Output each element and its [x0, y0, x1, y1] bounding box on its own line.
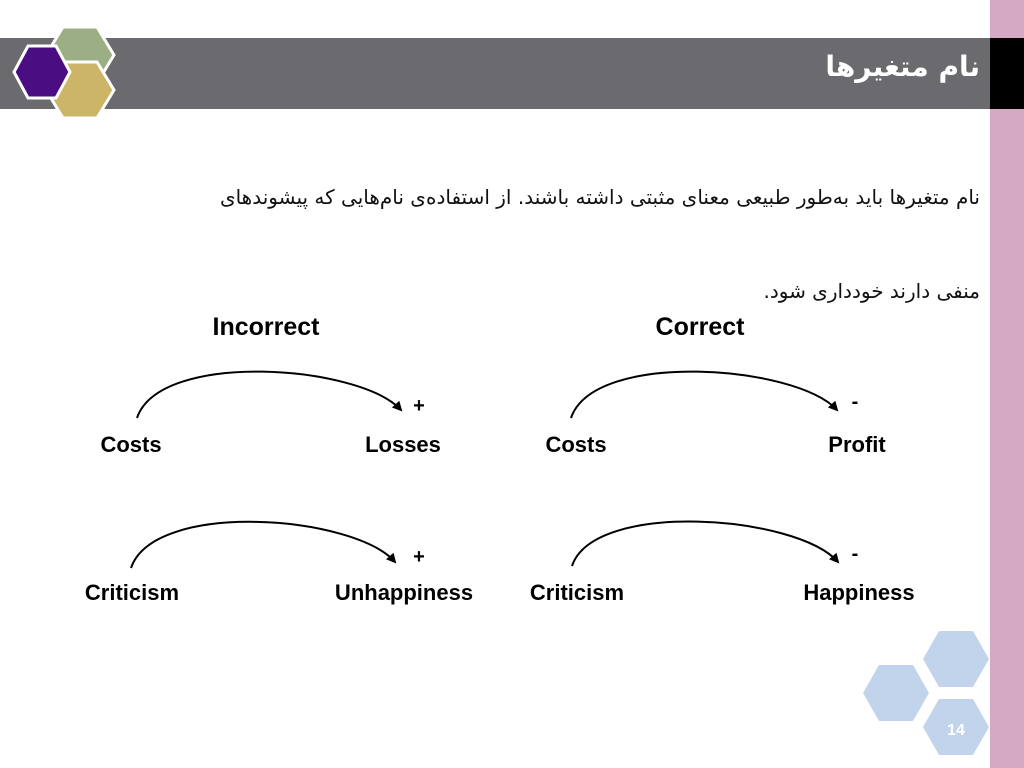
link-arrow-costs-profit	[571, 372, 837, 418]
body-line-2: منفی دارند خودداری شود.	[763, 279, 980, 303]
incorrect-header: Incorrect	[212, 313, 320, 341]
decorative-hexagons-icon	[855, 625, 990, 765]
node-unhappiness: Unhappiness	[334, 580, 474, 605]
correct-header: Correct	[655, 313, 745, 341]
sign-costs-profit: -	[851, 391, 859, 413]
sign-criticism-unhappiness: +	[413, 546, 425, 568]
node-criticism-correct: Criticism	[529, 580, 625, 605]
side-accent-strip	[990, 0, 1024, 768]
node-costs-incorrect: Costs	[100, 432, 162, 457]
node-criticism-incorrect: Criticism	[84, 580, 180, 605]
body-line-1: نام متغیرها باید به‌طور طبیعی معنای مثبتی داشته باشند. از استفاده‌ی نام‌هایی که پیشوندهای	[219, 185, 980, 209]
link-arrow-costs-losses	[137, 372, 401, 418]
node-happiness: Happiness	[803, 580, 915, 605]
sign-costs-losses: +	[413, 395, 425, 417]
title-bar-end	[990, 38, 1024, 109]
node-costs-correct: Costs	[545, 432, 607, 457]
page-number: 14	[947, 722, 965, 739]
sign-criticism-happiness: -	[851, 543, 859, 565]
link-arrow-criticism-unhappiness	[131, 522, 395, 568]
node-profit: Profit	[828, 432, 886, 457]
slide-title: نام متغیرها	[825, 50, 980, 83]
link-arrow-criticism-happiness	[572, 522, 838, 566]
node-losses: Losses	[365, 432, 441, 457]
